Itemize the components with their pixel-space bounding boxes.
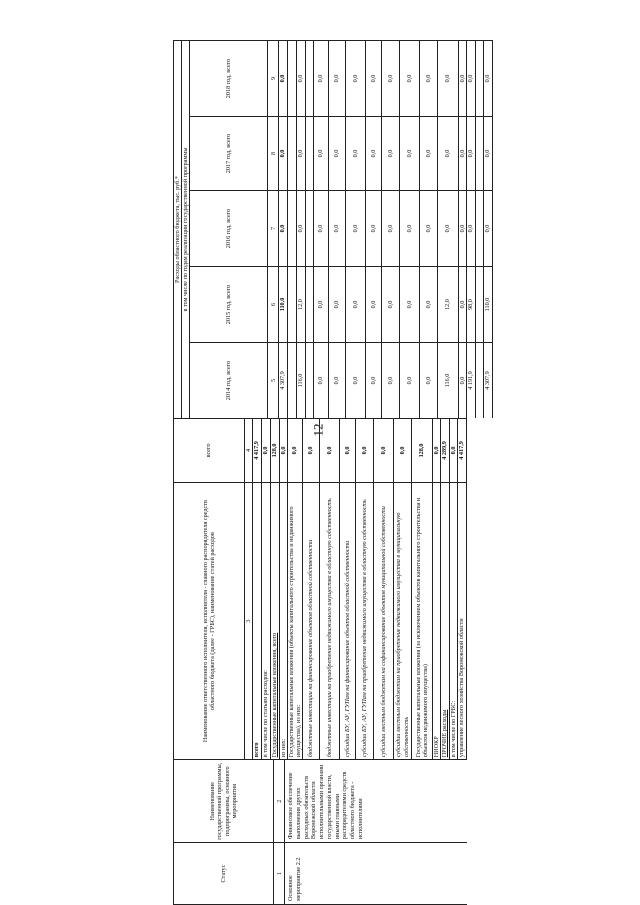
col-number-1: 1	[274, 843, 285, 904]
cell-y2014: 4 307,9	[484, 343, 493, 418]
cell-y2017: 0,0	[484, 117, 493, 190]
row-label: Государственные капитальные вложения, всего	[271, 483, 280, 759]
cell-total: 0,0	[433, 419, 441, 482]
cell-y2017: 0,0	[346, 117, 366, 190]
cell-y2018: 0,0	[279, 41, 288, 116]
cell-y2015: 0,0	[382, 267, 400, 342]
cell-y2014: 0,0	[329, 343, 346, 418]
y2016-header: 2016 год, всего	[190, 191, 268, 266]
cell-y2016	[306, 191, 314, 266]
cell-y2018: 0,0	[467, 41, 476, 116]
cell-y2017	[476, 117, 484, 190]
row-label: ПРОЧИЕ расходы	[441, 483, 450, 759]
cell-total: 0,0	[394, 419, 412, 482]
cell-y2018	[288, 41, 297, 116]
col-number-9: 9	[268, 41, 279, 116]
status-text: Основное мероприятие 2.2	[287, 857, 302, 901]
executor-cells	[253, 483, 467, 759]
cell-y2018: 0,0	[420, 41, 438, 116]
years-group	[174, 40, 492, 418]
budget-table	[173, 40, 492, 905]
cell-y2018: 0,0	[484, 41, 493, 116]
cell-y2017: 0,0	[382, 117, 400, 190]
cell-y2014: 4 307,9	[279, 343, 288, 418]
y2018-cells	[279, 41, 493, 116]
total-cells	[253, 419, 467, 482]
program-column	[174, 759, 467, 842]
cell-y2015: 0,0	[459, 267, 467, 342]
cell-y2015: 0,0	[420, 267, 438, 342]
program-text: Финансовое обеспечение выполнения других расходных обязательств Воронежской области исполнительными органами государственной власти, иными главными распорядителями средств областного бюджета - исполнителями	[287, 764, 364, 840]
cell-y2017	[306, 117, 314, 190]
cell-y2016: 0,0	[297, 191, 306, 266]
executor-header: Наименование ответственного исполнителя, исполнителя - главного распорядителя средств областного бюджета (далее - ГРБС), наименование статей расходов	[174, 483, 245, 759]
cell-y2016: 0,0	[366, 191, 382, 266]
cell-y2015	[476, 267, 484, 342]
cell-y2016	[476, 191, 484, 266]
col-number-7: 7	[268, 191, 279, 266]
cell-y2017: 0,0	[400, 117, 420, 190]
y2014-cells	[279, 343, 493, 418]
row-label: всего	[253, 483, 262, 759]
cell-total: 0,0	[450, 419, 458, 482]
y2018-header: 2018 год, всего	[190, 41, 268, 116]
cell-y2018: 0,0	[400, 41, 420, 116]
col-number-6: 6	[268, 267, 279, 342]
y2018-column	[190, 40, 493, 116]
cell-total: 0,0	[374, 419, 394, 482]
y2017-column	[190, 116, 493, 190]
cell-y2015	[306, 267, 314, 342]
row-label: бюджетные инвестиции на финансирование объектов областной собственности	[303, 483, 320, 759]
cell-y2017	[288, 117, 297, 190]
cell-y2015	[288, 267, 297, 342]
cell-y2017: 0,0	[314, 117, 329, 190]
cell-y2018: 0,0	[329, 41, 346, 116]
cell-y2017: 0,0	[329, 117, 346, 190]
col-number-3: 3	[245, 483, 253, 759]
cell-y2018: 0,0	[459, 41, 467, 116]
cell-y2015: 0,0	[329, 267, 346, 342]
cell-y2015: 110,0	[484, 267, 493, 342]
cell-y2014: 0,0	[382, 343, 400, 418]
status-column	[174, 842, 467, 904]
year-columns	[190, 40, 493, 418]
col-number-2: 2	[274, 760, 285, 842]
cell-y2018	[476, 41, 484, 116]
cell-y2014: 116,0	[297, 343, 306, 418]
cell-y2017: 0,0	[467, 117, 476, 190]
expense-band: Расходы областного бюджета, тыс. руб.*	[174, 40, 182, 418]
y2015-column	[190, 266, 493, 342]
row-label: управление лесного хозяйства Воронежской области	[458, 483, 467, 759]
y2016-column	[190, 190, 493, 266]
cell-y2016	[288, 191, 297, 266]
cell-y2017: 0,0	[438, 117, 459, 190]
cell-y2017: 0,0	[459, 117, 467, 190]
program-header: Наименование государственной программы, подпрограммы, основного мероприятия	[174, 760, 274, 842]
cell-total: 0,0	[303, 419, 320, 482]
cell-y2014	[288, 343, 297, 418]
cell-total: 4 289,9	[441, 419, 450, 482]
cell-total: 0,0	[356, 419, 374, 482]
page-number: 12	[310, 423, 326, 437]
row-label: субсидии БУ, АУ, ГУПам на приобретение недвижимого имущества в областную собственность	[356, 483, 374, 759]
cell-total: 0,0	[280, 419, 288, 482]
cell-y2014: 4 191,9	[467, 343, 476, 418]
y2016-cells	[279, 191, 493, 266]
cell-total: 0,0	[262, 419, 271, 482]
cell-y2014: 0,0	[366, 343, 382, 418]
status-header: Статус	[174, 843, 274, 904]
y2017-header: 2017 год, всего	[190, 117, 268, 190]
row-label: Государственные капитальные вложения (объекты капитального строительства и недвижимого имущества), из них:	[288, 483, 303, 759]
cell-y2015: 110,0	[279, 267, 288, 342]
cell-y2018: 0,0	[382, 41, 400, 116]
cell-total: 128,0	[271, 419, 280, 482]
y2014-column	[190, 342, 493, 418]
cell-y2017: 0,0	[279, 117, 288, 190]
cell-y2016: 0,0	[438, 191, 459, 266]
cell-y2017: 0,0	[366, 117, 382, 190]
cell-total: 0,0	[320, 419, 340, 482]
col-number-4: 4	[245, 419, 253, 482]
y2014-header: 2014 год, всего	[190, 343, 268, 418]
row-label: Государственные капитальные вложения (за исключением объектов капитального строительства и объектов недвижимого имущества)	[412, 483, 433, 759]
row-label: бюджетные инвестиции на приобретение недвижимого имущества в областную собственность	[320, 483, 340, 759]
cell-y2018: 0,0	[438, 41, 459, 116]
cell-y2014: 0,0	[314, 343, 329, 418]
cell-y2014: 0,0	[400, 343, 420, 418]
row-label: субсидии местным бюджетам на софинансирование объектов муниципальной собственности	[374, 483, 394, 759]
row-label: в том числе по ГРБС:	[450, 483, 458, 759]
cell-y2016: 0,0	[346, 191, 366, 266]
cell-y2016: 0,0	[484, 191, 493, 266]
cell-y2016: 0,0	[467, 191, 476, 266]
cell-total: 4 417,9	[253, 419, 262, 482]
cell-y2018: 0,0	[314, 41, 329, 116]
cell-y2018: 0,0	[346, 41, 366, 116]
cell-y2016: 0,0	[329, 191, 346, 266]
cell-y2018	[306, 41, 314, 116]
col-number-8: 8	[268, 117, 279, 190]
col-number-5: 5	[268, 343, 279, 418]
row-label: из них:	[280, 483, 288, 759]
cell-y2017: 0,0	[420, 117, 438, 190]
cell-y2014	[306, 343, 314, 418]
cell-y2016: 0,0	[279, 191, 288, 266]
cell-total: 4 417,9	[458, 419, 467, 482]
row-label: субсидии местным бюджетам на приобретение недвижимого имущества в муниципальную собственность	[394, 483, 412, 759]
cell-y2016: 0,0	[459, 191, 467, 266]
years-band: в том числе по годам реализации государственной программы	[182, 40, 190, 418]
cell-y2015: 0,0	[400, 267, 420, 342]
cell-y2014: 0,0	[459, 343, 467, 418]
cell-y2018: 0,0	[297, 41, 306, 116]
cell-y2014: 116,0	[438, 343, 459, 418]
y2017-cells	[279, 117, 493, 190]
cell-y2015: 12,0	[297, 267, 306, 342]
cell-y2016: 0,0	[314, 191, 329, 266]
row-label: субсидии БУ, АУ, ГУПам на финансирование объектов областной собственности	[340, 483, 356, 759]
cell-y2015: 98,0	[467, 267, 476, 342]
cell-y2015: 0,0	[366, 267, 382, 342]
cell-total: 128,0	[412, 419, 433, 482]
cell-y2016: 0,0	[420, 191, 438, 266]
cell-y2015: 0,0	[314, 267, 329, 342]
cell-y2015: 0,0	[346, 267, 366, 342]
executor-column	[174, 482, 467, 759]
rotated-table-wrapper	[173, 40, 492, 905]
cell-y2014	[476, 343, 484, 418]
cell-y2015: 12,0	[438, 267, 459, 342]
cell-y2016: 0,0	[400, 191, 420, 266]
y2015-cells	[279, 267, 493, 342]
cell-y2014: 0,0	[346, 343, 366, 418]
cell-y2016: 0,0	[382, 191, 400, 266]
total-header: всего	[174, 419, 245, 482]
cell-y2017: 0,0	[297, 117, 306, 190]
cell-y2014: 0,0	[420, 343, 438, 418]
cell-y2018: 0,0	[366, 41, 382, 116]
cell-total: 0,0	[340, 419, 356, 482]
row-label: НИОКР	[433, 483, 441, 759]
y2015-header: 2015 год, всего	[190, 267, 268, 342]
row-label: в том числе по статьям расходов:	[262, 483, 271, 759]
cell-total: 0,0	[288, 419, 303, 482]
total-column	[174, 418, 467, 482]
